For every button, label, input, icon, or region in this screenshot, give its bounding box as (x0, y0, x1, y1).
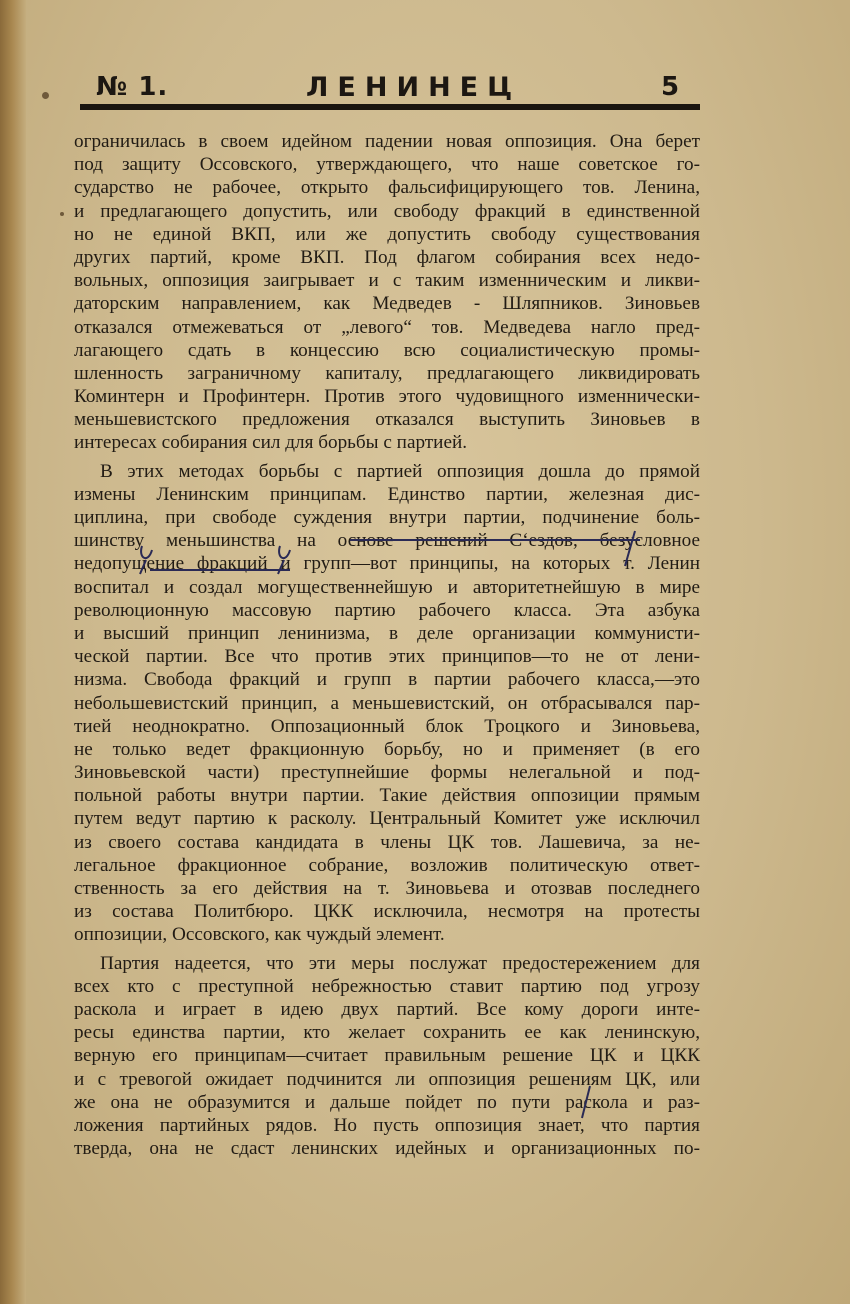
text-line: ложения партийных рядов. Но пусть оппозиция знает, что партия (74, 1114, 700, 1136)
page-number: 5 (661, 72, 680, 102)
handwritten-strikethrough (130, 540, 330, 580)
text-line: низма. Свобода фракций и групп в партии рабочего класса,—это (74, 669, 700, 691)
text-line: шинству меньшинства на основе решений С‘ездов, безусловное (74, 530, 700, 552)
text-line: тией неоднократно. Оппозационный блок Троцкого и Зиновьева, (74, 715, 700, 737)
text-line: недопущение фракций и групп—вот принципы, на которых т. Ленин (74, 553, 700, 575)
text-line: но не единой ВКП, или же допустить свободу существования (74, 223, 700, 245)
text-line: В этих методах борьбы с партией оппозиция дошла до прямой (100, 460, 700, 482)
header-rule (80, 104, 700, 110)
text-line: ограничилась в своем идейном падении новая оппозиция. Она берет (74, 131, 700, 152)
text-line: из своего состава кандидата в члены ЦК тов. Лашевича, за не- (74, 831, 700, 853)
paper-spot (60, 212, 64, 216)
text-line: из состава Политбюро. ЦКК исключила, несмотря на протесты (74, 901, 700, 923)
text-line: же она не образумится и дальше пойдет по пути раскола и раз- (74, 1091, 700, 1113)
handwritten-underline (290, 528, 710, 568)
text-line: воспитал и создал могущественнейшую и авторитетнейшую в мире (74, 576, 700, 598)
text-line: сударство не рабочее, открыто фальсифицирующего тов. Ленина, (74, 177, 700, 199)
text-line: интересах собирания сил для борьбы с партией. (74, 432, 468, 454)
text-line: других партий, кроме ВКП. Под флагом собирания всех недо- (74, 246, 700, 268)
text-line: отказался отмежеваться от „левого“ тов. Медведева нагло пред- (74, 316, 700, 338)
text-line: ресы единства партии, кто желает сохранить ее как ленинскую, (74, 1022, 700, 1044)
text-line: даторским направлением, как Медведев - Шляпников. Зиновьев (74, 293, 700, 315)
text-line: небольшевистский принцип, а меньшевистский, он отбрасывался пар- (74, 692, 700, 714)
newspaper-title: ЛЕНИНЕЦ (306, 72, 522, 103)
text-line: легальное фракционное собрание, возложив политическую ответ- (74, 854, 700, 876)
text-line: оппозиции, Оссовского, как чуждый элемент. (74, 924, 445, 946)
text-line: меньшевистского предложения отказался выступить Зиновьев в (74, 409, 700, 431)
text-line: шленность заграничному капиталу, предлагающего ликвидировать (74, 362, 700, 384)
text-line: не только ведет фракционную борьбу, но и применяет (в его (74, 738, 700, 760)
paper-spot (42, 92, 49, 99)
text-line: измены Ленинским принципам. Единство партии, железная дис- (74, 483, 700, 505)
handwritten-tick (570, 1082, 600, 1122)
text-line: и высший принцип ленинизма, в деле организации коммунисти- (74, 622, 700, 644)
issue-number: № 1. (96, 72, 169, 102)
text-line: ческой партии. Все что против этих принципов—то не от лени- (74, 646, 700, 668)
text-line: всех кто с преступной небрежностью ставит партию под угрозу (74, 975, 700, 997)
text-line: Коминтерн и Профинтерн. Против этого чудовищного изменнически- (74, 386, 700, 408)
text-line: польной работы внутри партии. Такие действия оппозиции прямым (74, 785, 700, 807)
text-line: и с тревогой ожидает подчинится ли оппозиция решениям ЦК, или (74, 1068, 700, 1090)
text-line: вольных, оппозиция заигрывает и с таким изменническим и ликви- (74, 270, 700, 292)
text-line: раскола и играет в идею двух партий. Все кому дороги инте- (74, 998, 700, 1020)
page-header (96, 70, 696, 106)
text-line: ственность за его действия на т. Зиновьева и отозвав последнего (74, 878, 700, 899)
article-body (74, 130, 700, 1160)
text-line: верную его принципам—считает правильным решение ЦК и ЦКК (74, 1045, 700, 1067)
text-line: под защиту Оссовского, утверждающего, что наше советское го- (74, 154, 700, 176)
text-line: Партия надеется, что эти меры послужат предостережением для (100, 952, 700, 974)
text-line: тверда, она не сдаст ленинских идейных и организационных по- (74, 1138, 700, 1160)
text-line: революционную массовую партию рабочего класса. Эта азбука (74, 599, 700, 621)
text-line: лагающего сдать в концессию всю социалистическую промы- (74, 339, 700, 361)
text-line: путем ведут партию к расколу. Центральный Комитет уже исключил (74, 808, 700, 830)
text-line: Зиновьевской части) преступнейшие формы нелегальной и под- (74, 762, 700, 784)
text-line: и предлагающего допустить, или свободу фракций в единственной (74, 200, 700, 222)
text-line: циплина, при свободе суждения внутри партии, подчинение боль- (74, 507, 700, 528)
book-spine-shadow (0, 0, 26, 1304)
